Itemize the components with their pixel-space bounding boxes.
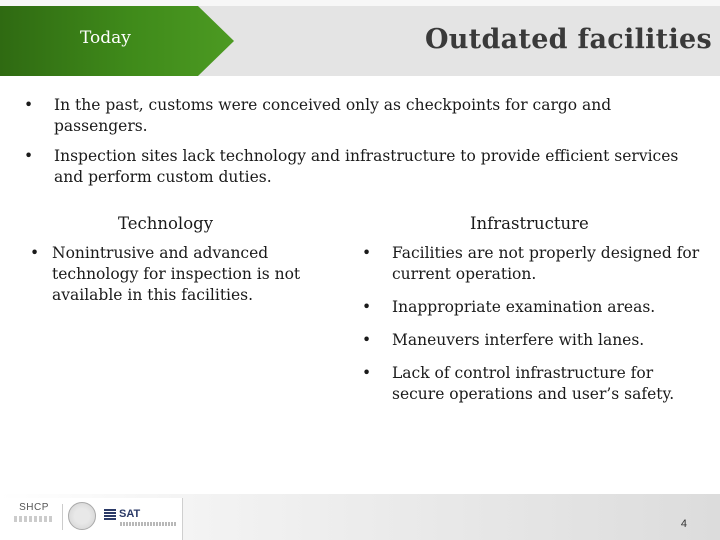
bullet-text: Inappropriate examination areas.: [392, 298, 656, 316]
sat-logo-text: SAT: [119, 508, 141, 520]
list-item: [24, 146, 704, 188]
bullet-text: Maneuvers interfere with lanes.: [392, 331, 645, 349]
bullet-text: Lack of control infrastructure for secure operations and user’s safety.: [392, 364, 675, 403]
technology-list: [30, 243, 320, 315]
bullet-marker: •: [24, 147, 34, 165]
bullet-marker: •: [30, 244, 40, 262]
bullet-text: Nonintrusive and advanced technology for inspection is not available in this facilities.: [52, 244, 301, 304]
bullet-text: In the past, customs were conceived only as checkpoints for cargo and passengers.: [54, 96, 612, 135]
infrastructure-heading: Infrastructure: [470, 214, 589, 233]
sat-subtitle: [120, 522, 176, 526]
list-item: [362, 363, 707, 405]
list-item: [30, 243, 320, 306]
technology-heading: Technology: [118, 214, 214, 233]
intro-bullet-list: [24, 95, 704, 197]
page-number: 4: [680, 518, 687, 530]
bullet-text: Inspection sites lack technology and infrastructure to provide efficient services and perform custom duties.: [54, 147, 679, 186]
list-item: [24, 95, 704, 137]
bullet-marker: •: [24, 96, 34, 114]
bullet-text: Facilities are not properly designed for current operation.: [392, 244, 700, 283]
list-item: [362, 243, 707, 285]
today-label: Today: [80, 28, 131, 48]
logo-divider: [62, 504, 63, 530]
bullet-marker: •: [362, 331, 372, 349]
bullet-marker: •: [362, 364, 372, 382]
sat-mark-icon: [104, 508, 116, 520]
bullet-marker: •: [362, 244, 372, 262]
seal-icon: [68, 502, 96, 530]
list-item: [362, 297, 707, 318]
slide-title: Outdated facilities: [424, 24, 712, 55]
shcp-subtitle: [14, 516, 54, 522]
shcp-logo: [14, 502, 54, 522]
footer-logos: [0, 498, 183, 540]
shcp-logo-text: SHCP: [19, 502, 49, 513]
bullet-marker: •: [362, 298, 372, 316]
infrastructure-list: [362, 243, 707, 417]
list-item: [362, 330, 707, 351]
header-top-strip: [0, 0, 720, 6]
sat-logo: [104, 508, 140, 520]
